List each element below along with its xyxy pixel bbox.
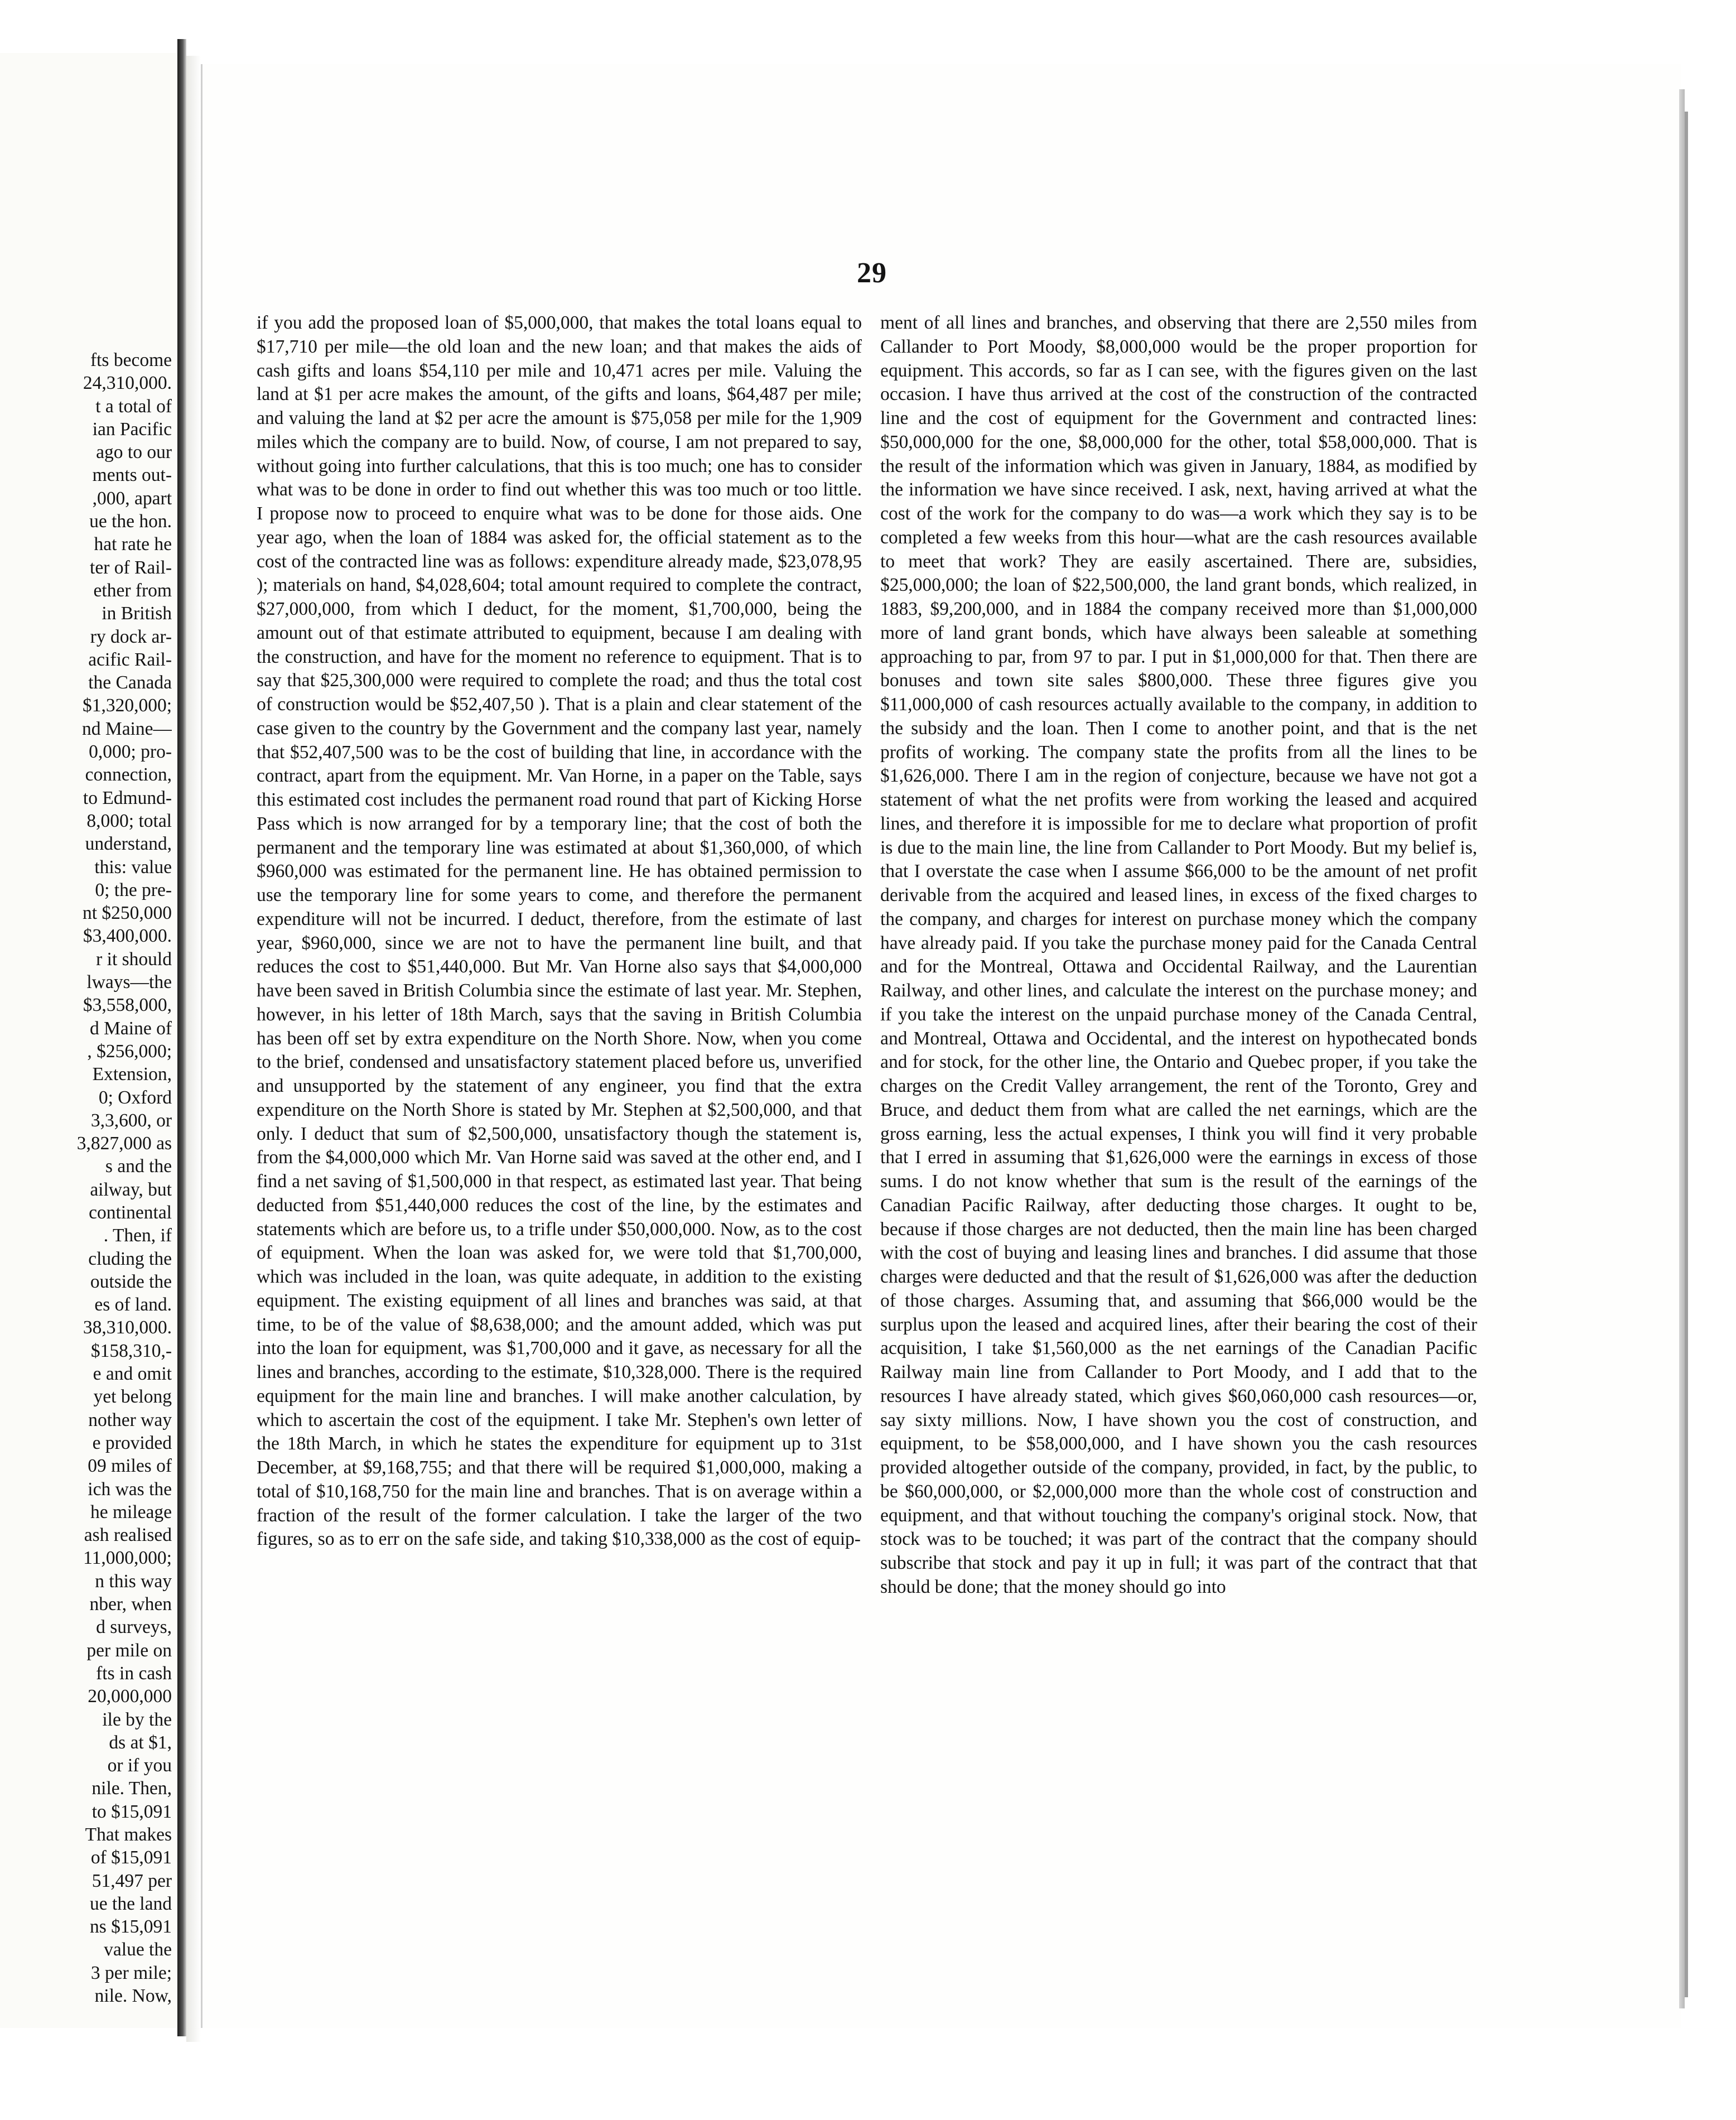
page-edge-shadow	[1679, 89, 1685, 2008]
facing-page-line: nile. Now,	[94, 1986, 172, 2007]
facing-page-line: That makes	[85, 1824, 172, 1845]
facing-page-line: ailway, but	[90, 1179, 172, 1200]
facing-page-line: fts become	[90, 350, 172, 370]
facing-page-line: this: value	[94, 856, 172, 878]
facing-page-line: nt $250,000	[82, 903, 172, 924]
facing-page-line: 3,3,600, or	[90, 1110, 172, 1131]
facing-page-line: d Maine of	[90, 1018, 172, 1039]
facing-page-line: d surveys,	[96, 1617, 172, 1638]
facing-page-text-lines	[4, 349, 172, 2028]
facing-page-line: Extension,	[92, 1064, 172, 1085]
facing-page-line: acific Rail-	[88, 649, 172, 670]
facing-page-line: 0; the pre-	[95, 879, 172, 900]
facing-page-line: es of land.	[94, 1294, 172, 1316]
facing-page-line: 0; Oxford	[98, 1087, 172, 1108]
facing-page-line: nd Maine—	[82, 718, 172, 739]
facing-page-line: $3,558,000,	[83, 995, 172, 1016]
facing-page-line: fts in cash	[96, 1663, 172, 1684]
facing-page-line: outside the	[90, 1271, 172, 1292]
facing-page-line: ago to our	[96, 442, 172, 463]
facing-page-line: ,000, apart	[92, 488, 172, 509]
text-column-left: if you add the proposed loan of $5,000,000, that makes the total loans equal to $17,710 per mile—the old loan and the new loan; and that makes the aids of cash gifts and loans $54,110 per mile and 10,471 acres per mile. Valuing the land at $1 per acre makes the amount, of the gifts and loans, $64,487 per mile; and valuing the land at $2 per acre the amount is $75,058 per mile for the 1,909 miles which the company are to build. Now, of course, I am not prepared to say, without going into further calculations, that this is too much; one has to consider what was to be done in order to find out whether this was too much or too little. I propose now to proceed to enquire what was to be done for those aids. One year ago, when the loan of 1884 was asked for, the official statement as to the cost of the contracted line was as follows: expenditure already made, $23,078,95 ); materials on hand, $4,028,604; total amount required to complete the contract, $27,000,000, from which I deduct, for the moment, $1,700,000, being the amount out of that estimate attributed to equipment, because I am dealing with the construction, and have for the moment no reference to equipment. That is to say that $25,300,000 were required to complete the road; and thus the total cost of construction would be $52,407,50 ). That is a plain and clear statement of the case given to the country by the Government and the company last year, namely that $52,407,500 was to be the cost of building that line, in accordance with the contract, apart from the equipment. Mr. Van Horne, in a paper on the Table, says this estimated cost includes the permanent road round that part of Kicking Horse Pass which is now arranged for by a temporary line; that the cost of both the permanent and the temporary line was estimated at about $1,360,000, of which $960,000 was estimated for the permanent line. He has obtained permission to use the temporary line for some years to come, and therefore the permanent expenditure will not be incurred. I deduct, therefore, from the estimate of last year, $960,000, since we are not to have the permanent line built, and that reduces the cost to $51,440,000. But Mr. Van Horne also says that $4,000,000 have been saved in British Columbia since the estimate of last year. Mr. Stephen, however, in his letter of 18th March, says that the saving in British Columbia has been off set by extra expenditure on the North Shore. Now, when you come to the brief, condensed and unsatisfactory statement placed before us, unverified and unsupported by the statement of any engineer, you find that the extra expenditure on the North Shore is stated by Mr. Stephen at $2,500,000, and that only. I deduct that sum of $2,500,000, unsatisfactory though the statement is, from the $4,000,000 which Mr. Van Horne said was saved at the other end, and I find a net saving of $1,500,000 in that respect, as estimated last year. That being deducted from $51,440,000 reduces the cost of the line, by the estimates and statements which are before us, to a trifle under $50,000,000. Now, as to the cost of equipment. When the loan was asked for, we were told that $1,700,000, which was included in the loan, was quite adequate, in addition to the existing equipment. The existing equipment of all lines and branches was said, at that time, to be of the value of $8,638,000; and the amount added, which was put into the loan for equipment, was $1,700,000 and it gave, as necessary for all the lines and branches, according to the estimate, $10,328,000. There is the required equipment for the main line and branches. I will make another calculation, by which to ascertain the cost of the equipment. I take Mr. Stephen's own letter of the 18th March, in which he states the expenditure for equipment up to 31st December, at $9,168,755; and that there will be required $1,000,000, making a total of $10,168,750 for the main line and branches. That is on average within a fraction of the result of the former calculation. I take the larger of the two figures, so as to err on the safe side, and taking $10,338,000 as the cost of equip-	[257, 312, 862, 1550]
facing-page-line: n this way	[95, 1570, 172, 1592]
facing-page-edge	[177, 39, 186, 2036]
facing-page-line: ian Pacific	[92, 418, 172, 440]
facing-page-line: to Edmund-	[83, 787, 172, 808]
facing-page-line: 51,497 per	[91, 1870, 172, 1891]
facing-page-line: nother way	[88, 1409, 172, 1430]
facing-page-line: ash realised	[84, 1525, 172, 1546]
facing-page-line: to $15,091	[91, 1801, 172, 1822]
facing-page-line: t a total of	[95, 396, 172, 417]
facing-page-line: 8,000; total	[86, 810, 172, 831]
facing-page-line: the Canada	[88, 672, 172, 693]
facing-page-line: ile by the	[102, 1709, 172, 1730]
facing-page-line: $1,320,000;	[82, 695, 172, 716]
facing-page-line: 38,310,000.	[83, 1317, 172, 1338]
facing-page-line: ry dock ar-	[90, 626, 172, 647]
facing-page-line: 24,310,000.	[83, 373, 172, 394]
facing-page-line: in British	[102, 603, 172, 624]
facing-page-line: e provided	[92, 1432, 172, 1453]
facing-page-line: ue the hon.	[89, 511, 172, 532]
facing-page-line: 0,000; pro-	[89, 741, 172, 763]
facing-page-line: 09 miles of	[88, 1456, 172, 1477]
facing-page-line: ether from	[93, 580, 172, 601]
facing-page-line: understand,	[85, 833, 172, 855]
facing-page-line: yet belong	[93, 1386, 172, 1408]
facing-page-line: . Then, if	[103, 1225, 172, 1246]
facing-page-line: he mileage	[90, 1501, 172, 1522]
facing-page-line: connection,	[85, 764, 172, 786]
facing-page-fragment	[0, 53, 177, 2028]
facing-page-line: ds at $1,	[109, 1732, 172, 1753]
facing-page-line: r it should	[96, 948, 172, 970]
facing-page-line: ue the land	[90, 1893, 172, 1914]
facing-page-line: e and omit	[93, 1363, 172, 1385]
facing-page-line: value the	[104, 1939, 172, 1960]
facing-page-line: 20,000,000	[88, 1686, 172, 1707]
facing-page-line: or if you	[107, 1755, 172, 1776]
facing-page-line: of $15,091	[90, 1847, 172, 1868]
facing-page-line: cluding the	[88, 1248, 172, 1269]
facing-page-line: ich was the	[88, 1478, 172, 1500]
facing-page-line: per mile on	[86, 1640, 172, 1661]
facing-page-line: 3 per mile;	[90, 1962, 172, 1983]
facing-page-line: lways—the	[86, 972, 172, 993]
facing-page-line: , $256,000;	[87, 1040, 172, 1062]
facing-page-line: ns $15,091	[89, 1916, 172, 1938]
facing-page-line: nile. Then,	[91, 1778, 172, 1799]
facing-page-line: 11,000,000;	[83, 1548, 172, 1569]
facing-page-line: s and the	[105, 1156, 172, 1177]
page-edge-underlay	[1685, 112, 1688, 1997]
page-number: 29	[857, 257, 887, 289]
facing-page-line: ter of Rail-	[90, 557, 172, 578]
facing-page-line: $3,400,000.	[83, 926, 172, 947]
facing-page-line: nber, when	[89, 1594, 172, 1615]
facing-page-line: ments out-	[92, 465, 172, 486]
facing-page-line: continental	[89, 1202, 172, 1223]
facing-page-line: $158,310,-	[90, 1340, 172, 1361]
facing-page-line: hat rate he	[94, 534, 172, 555]
book-gutter	[186, 56, 201, 2042]
facing-page-line: 3,827,000 as	[76, 1133, 172, 1154]
text-column-right: ment of all lines and branches, and observing that there are 2,550 miles from Callander to Port Moody, $8,000,000 would be the proper proportion for equipment. This accords, so far as I can see, with the figures given on the last occasion. I have thus arrived at the cost of the construction of the contracted line and the cost of equipment for the Government and contracted lines: $50,000,000 for the one, $8,000,000 for the other, total $58,000,000. That is the result of the information which was given in January, 1884, as modified by the information we have since received. I ask, next, having arrived at what the cost of the work for the company to do was—a work which they say is to be completed a few weeks from this hour—what are the cash resources available to meet that work? They are easily ascertained. There are, subsidies, $25,000,000; the loan of $22,500,000, the land grant bonds, which realized, in 1883, $9,200,000, and in 1884 the company received more than $1,000,000 more of land grant bonds, which have always been saleable at something approaching to par, from 97 to par. I put in $1,000,000 for that. Then there are bonuses and town site sales $800,000. These three figures give you $11,000,000 of cash resources actually available to the company, in addition to the subsidy and the loan. Then I come to another point, and that is the net profits of working. The company state the profits from all the lines to be $1,626,000. There I am in the region of conjecture, because we have not got a statement of what the net profits were from working the leased and acquired lines, and therefore it is impossible for me to declare what proportion of profit is due to the main line, the line from Callander to Port Moody. But my belief is, that I overstate the case when I assume $66,000 to be the amount of net profit derivable from the acquired and leased lines, in excess of the fixed charges to the company, and charges for interest on purchase money which the company have already paid. If you take the purchase money paid for the Canada Central and for the Montreal, Ottawa and Occidental Railway, and the Laurentian Railway, and other lines, and calculate the interest on the purchase money; and if you take the interest on the unpaid purchase money of the Canada Central, and Montreal, Ottawa and Occidental, and the interest on hypothecated bonds and for stock, for the other line, the Ontario and Quebec proper, if you take the charges on the Credit Valley arrangement, the rent of the Toronto, Grey and Bruce, and deduct them from what are called the net earnings, which are the gross earning, less the actual expenses, I think you will find it very probable that I erred in assuming that $1,626,000 were the earnings in excess of those sums. I do not know whether that sum is the result of the earnings of the Canadian Pacific Railway, after deducting those charges. It ought to be, because if those charges are not deducted, then the main line has been charged with the cost of buying and leasing lines and branches. I did assume that those charges were deducted and that the result of $1,626,000 was after the deduction of those charges. Assuming that, and assuming that $66,000 would be the surplus upon the leased and acquired lines, after their bearing the cost of their acquisition, I take $1,560,000 as the net earnings of the Canadian Pacific Railway main line from Callander to Port Moody, and I add that to the resources I have already stated, which gives $60,060,000 cash resources—or, say sixty millions. Now, I have shown you the cost of construction, and equipment, to be $58,000,000, and I have shown you the cash resources provided altogether outside of the company, provided, in fact, by the public, to be $60,000,000, or $2,000,000 more than the whole cost of construction and equipment, and that without touching the company's original stock. Now, that stock was to be touched; it was part of the contract that the company should subscribe that stock and pay it up in full; it was part of the contract that that should be done; that the money should go into	[880, 312, 1477, 1597]
